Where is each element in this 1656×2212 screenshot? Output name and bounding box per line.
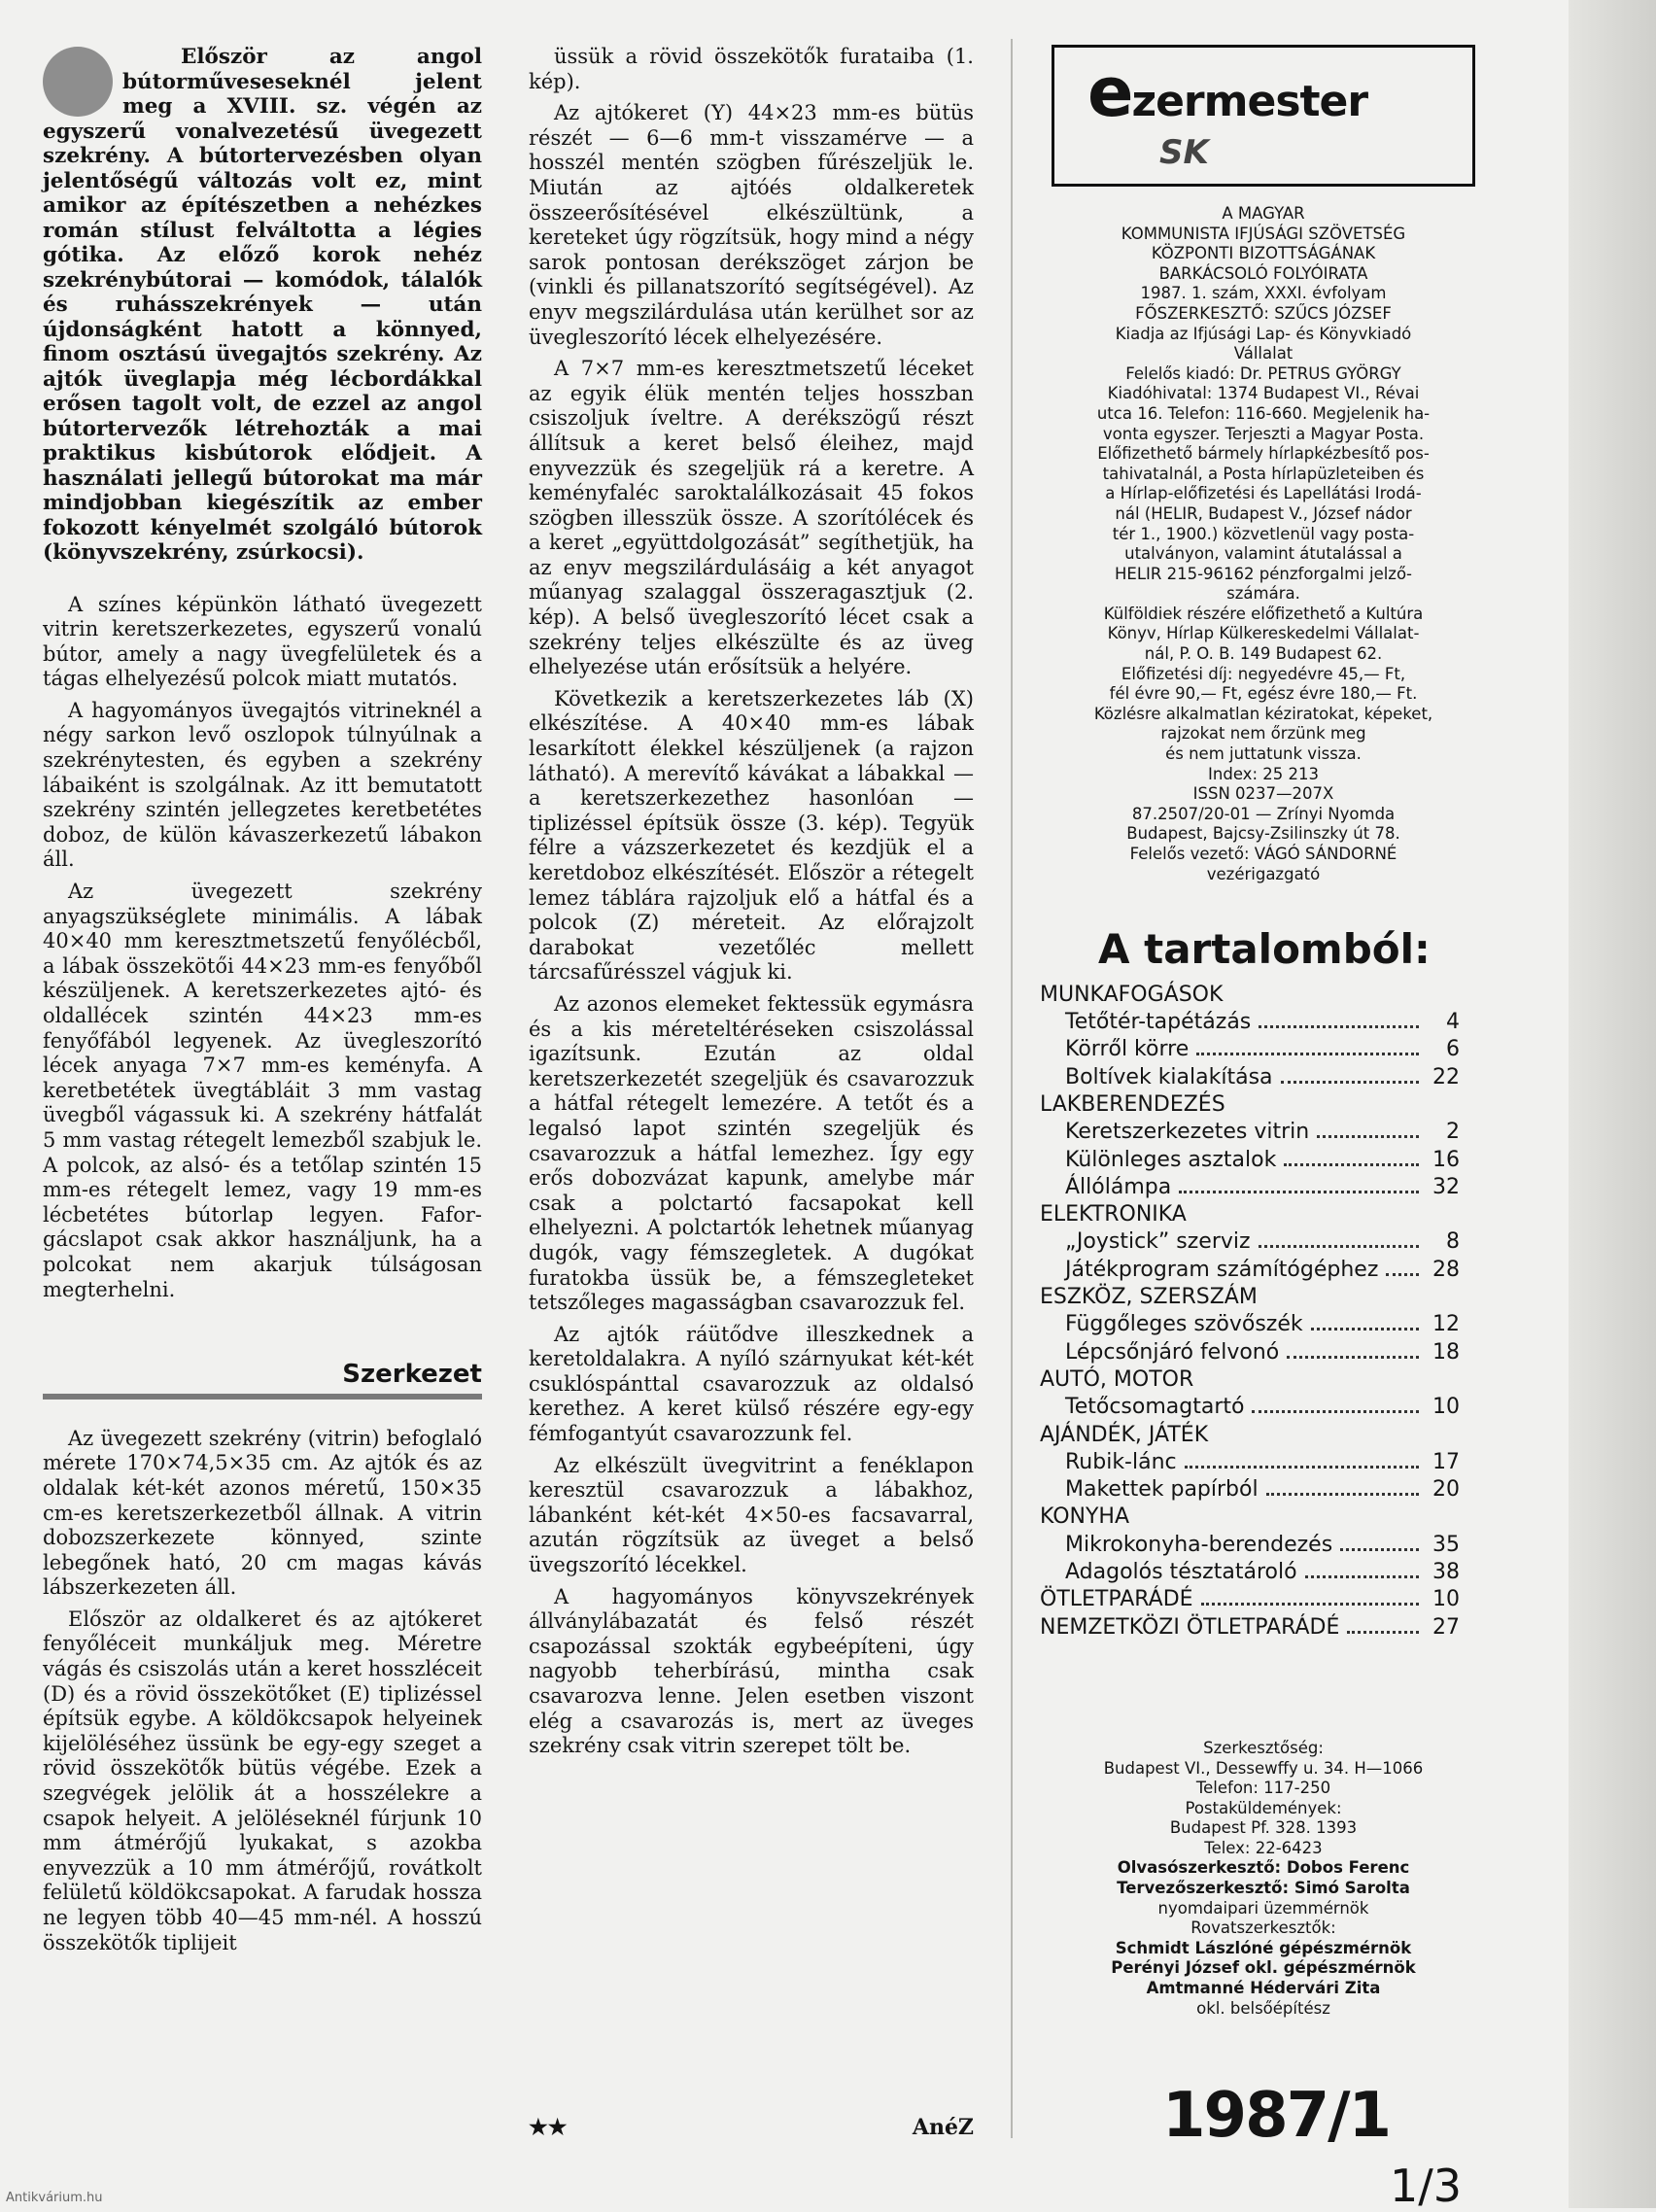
toc-category xyxy=(1040,1366,1460,1394)
toc-page: 35 xyxy=(1432,1532,1460,1557)
text-line: nál, P. O. B. 149 Budapest 62. xyxy=(1144,644,1383,664)
toc-page: 8 xyxy=(1446,1229,1460,1255)
text-line: Felelős vezető: VÁGÓ SÁNDORNÉ xyxy=(1129,845,1397,863)
watermark: Antikvárium.hu xyxy=(6,2191,103,2205)
paragraph: Az elkészült üvegvitrint a fenéklapon keresztül csavarozzuk a lábakhoz, lábanként két-két 4×50-es facsavarral, azután rögzítsük az üveget a belső üvegszorító lécekkel. xyxy=(529,1453,974,1577)
text-line: tahivatalnál, a Posta hírlapüzleteiben és xyxy=(1102,464,1425,483)
toc-item xyxy=(1040,1174,1460,1201)
toc-item xyxy=(1040,1311,1460,1338)
text-line: Postaküldemények: xyxy=(1185,1798,1342,1817)
toc-category-label: AJÁNDÉK, JÁTÉK xyxy=(1040,1422,1209,1447)
toc-category xyxy=(1040,1201,1460,1228)
impressum-block xyxy=(1040,204,1487,884)
toc-item xyxy=(1040,1147,1460,1174)
text-line: A MAGYAR xyxy=(1222,204,1305,223)
paragraph: Következik a keretszerkezetes láb (X) elkészítése. A 40×40 mm-es lábak lesarkított élekkel készüljenek (a rajzon látható). A merevítő kávákat a lábakkal — a keretszerkezethez hasonlóan — tiplizéssel építsük össze (3. kép). Tegyük félre a vázszerkezetet és kezdjük el a keretdoboz elkészítését. Először a rétegelt lemez táblára rajzoljuk elő a hátfal és a polcok (Z) méreteit. Az előrajzolt darabokat vezetőléc mellett tárcsafűrésszel vágjuk ki. xyxy=(529,686,974,985)
paragraph: Az ajtók ráütődve illeszkednek a keretoldalakra. A nyíló szárnyukat két-két csuklóspánttal csavarozzuk az oldalsó kerethez. A keret külső részére egy-egy fémfogantyút csavarozzunk fel. xyxy=(529,1322,974,1446)
intro-paragraph: Először az angol bútorműveseseknél jelent meg a XVIII. sz. végén az egyszerű vonalvezetésű üvegezett szekrény. A bútortervezésben olyan jelentőségű változás volt ez, mint amikor az építészetben a nehézkes román stílust felváltotta a légies gótika. Az előző korok nehéz szekrénybútorai — komódok, tálalók és ruhásszekrények — után újdonságként hatott a könnyed, finom osztású üvegajtós szekrény. Az ajtók üveglapja még lécbordákkal erősen tagolt volt, de ezzel az angol bútortervezők létrehozták a mai praktikus kisbútorok elődjeit. A használati jellegű bútorokat ma már mindjobban kiegészítik az ember fokozott kényelmét szolgáló bútorok (könyvszekrény, zsúrkocsi). xyxy=(43,45,482,565)
text-line: Előfizetési díj: negyedévre 45,— Ft, xyxy=(1121,664,1406,683)
toc-item xyxy=(1040,1476,1460,1503)
paragraph: Az ajtókeret (Y) 44×23 mm-es bütüs részét — 6—6 mm-t visszamérve — a hosszél mentén szögben fűrészeljük le. Miután az ajtóés oldalkeretek összeerősítésével elkészültünk, a kereteket úgy rögzítsük, hogy mind a négy sarok pontosan derékszöget zárjon be (vinkli és pillanatszorító segítségével). Az enyv megszilárdulása után kerülhet sor az üvegleszorító lécek elhelyezésére. xyxy=(529,101,974,349)
toc-leader xyxy=(1305,1575,1419,1578)
toc-item-label: Mikrokonyha-berendezés xyxy=(1065,1532,1333,1557)
editorial-contacts xyxy=(1040,1739,1487,2019)
sidebar-column xyxy=(1040,45,1487,2019)
text-line: Külföldiek részére előfizethető a Kultúra xyxy=(1103,604,1424,623)
masthead-logo xyxy=(1052,45,1475,187)
text-line: Budapest VI., Dessewffy u. 34. H—1066 xyxy=(1103,1758,1424,1778)
toc-item-label: Tetőcsomagtartó xyxy=(1065,1395,1245,1420)
text-line: okl. belsőépítész xyxy=(1196,1998,1330,2018)
toc-page: 16 xyxy=(1432,1147,1460,1172)
toc-page: 27 xyxy=(1432,1614,1460,1640)
paragraph: A hagyományos üvegajtós vitrineknél a négy sarkon levő oszlopok túlnyúlnak a szekrénytesten, és egyben a szekrény lábaiként is szolgálnak. Az itt bemutatott szekrény szintén jellegzetes keretbetétes doboz, de külön kávaszerkezetű lábakon áll. xyxy=(43,698,482,872)
toc-category xyxy=(1040,982,1460,1009)
toc-page: 2 xyxy=(1446,1120,1460,1145)
toc-category xyxy=(1040,1614,1460,1642)
toc-item xyxy=(1040,1559,1460,1586)
toc-leader xyxy=(1259,1245,1419,1248)
toc-category-label: MUNKAFOGÁSOK xyxy=(1040,982,1224,1007)
text-line: Schmidt Lászlóné gépészmérnök xyxy=(1115,1938,1412,1957)
text-line: Szerkesztőség: xyxy=(1203,1738,1324,1757)
toc-leader xyxy=(1196,1053,1419,1055)
toc-page: 28 xyxy=(1432,1257,1460,1282)
toc-leader xyxy=(1284,1163,1419,1166)
toc-title: A tartalomból: xyxy=(1098,925,1431,974)
toc-page: 12 xyxy=(1432,1312,1460,1337)
toc-category-label: ESZKÖZ, SZERSZÁM xyxy=(1040,1285,1258,1310)
toc-page: 10 xyxy=(1432,1395,1460,1420)
toc-item xyxy=(1040,1449,1460,1476)
stars-mark: ★★ xyxy=(529,2115,568,2140)
text-line: KOMMUNISTA IFJÚSÁGI SZÖVETSÉG xyxy=(1121,224,1406,243)
toc-leader xyxy=(1266,1493,1419,1496)
toc-page: 38 xyxy=(1432,1560,1460,1585)
toc-item xyxy=(1040,1228,1460,1256)
paragraph: Az üvegezett szekrény (vitrin) befoglaló mérete 170×74,5×35 cm. Az ajtók és az oldalak két-két azonos méretű, 150×35 cm-es keretszerkezetből állnak. A vitrin dobozszerkezete könnyed, szinte lebegőnek ható, 20 cm magas kávás lábszerkezeten áll. xyxy=(43,1426,482,1600)
text-line: nyomdaipari üzemmérnök xyxy=(1157,1898,1369,1918)
column-divider xyxy=(1011,39,1013,2138)
col2-paragraphs xyxy=(529,45,974,1759)
text-line: Olvasószerkesztő: Dobos Ferenc xyxy=(1117,1858,1410,1878)
text-line: Telefon: 117-250 xyxy=(1195,1779,1331,1798)
text-line: Tervezőszerkesztő: Simó Sarolta xyxy=(1117,1879,1410,1898)
text-line: Kiadóhivatal: 1374 Budapest VI., Révai xyxy=(1107,384,1420,403)
article-column-2 xyxy=(529,45,974,1759)
text-line: FŐSZERKESZTŐ: SZŰCS JÓZSEF xyxy=(1135,303,1392,323)
toc-leader xyxy=(1347,1631,1419,1634)
toc-page: 22 xyxy=(1432,1064,1460,1089)
toc-leader xyxy=(1281,1081,1419,1084)
toc-leader xyxy=(1252,1410,1419,1413)
toc-category xyxy=(1040,1284,1460,1311)
toc-item-label: Rubik-lánc xyxy=(1065,1449,1177,1474)
toc-category xyxy=(1040,1091,1460,1119)
toc-leader xyxy=(1340,1548,1419,1551)
paragraph: A színes képünkön látható üvegezett vitrin keretszerkezetes, egyszerű vonalú bútor, amely a nagy üvegfelületek és a tágas elhelyezésű polcok miatt mutatós. xyxy=(43,592,482,691)
text-line: HELIR 215-96162 pénzforgalmi jelző- xyxy=(1114,564,1413,583)
toc-leader xyxy=(1317,1135,1419,1138)
toc-item xyxy=(1040,1009,1460,1036)
text-line: vonta egyszer. Terjeszti a Magyar Posta. xyxy=(1102,424,1425,443)
toc-leader xyxy=(1185,1466,1419,1469)
toc-category-label: ELEKTRONIKA xyxy=(1040,1202,1187,1227)
toc-category xyxy=(1040,1503,1460,1531)
toc-item-label: Tetőtér-tapétázás xyxy=(1065,1010,1252,1035)
text-line: Könyv, Hírlap Külkereskedelmi Vállalat- xyxy=(1107,624,1420,643)
text-line: 87.2507/20-01 — Zrínyi Nyomda xyxy=(1131,804,1396,823)
toc-page: 20 xyxy=(1432,1477,1460,1503)
toc-item-label: Makettek papírból xyxy=(1065,1477,1259,1503)
toc-leader xyxy=(1201,1603,1419,1606)
toc-page: 4 xyxy=(1446,1010,1460,1035)
logo-e: e xyxy=(1087,52,1132,132)
text-line: Vállalat xyxy=(1233,344,1294,363)
text-line: ISSN 0237—207X xyxy=(1192,784,1334,804)
toc-item-label: Adagolós tésztatároló xyxy=(1065,1560,1297,1585)
toc-category xyxy=(1040,1586,1460,1613)
paragraph: A hagyományos könyvszekrények állványlábazatát és felső részét csapozással szokták egybeépíteni, úgy nagyobb teherbírású, mintha csak csavarozva lenne. Jelen esetben viszont elég a csavarozás is, mert az üveges szekrény csak vitrin szerepet tölt be. xyxy=(529,1584,974,1758)
author-initials: AnéZ xyxy=(912,2115,974,2140)
article-signature xyxy=(529,2115,974,2140)
paragraph: A 7×7 mm-es keresztmetszetű léceket az egyik élük mentén teljes hosszban csiszoljuk íveltre. A derékszögű részt állítsuk a keret belső éleihez, majd enyvezzük és szegeljük rá a keretre. A keményfaléc saroktalálkozásait 45 fokos szögben illesszük össze. A szorítólécek és a keret „együttdolgozását” segíthetjük, ha az enyv megszilárdulásáig a két anyagot műanyag szalaggal összeragasztjuk (2. kép). A belső üvegleszorító lécet csak a szekrény teljes elkészülte és az üveg elhelyezése után erősítsük a helyére. xyxy=(529,357,974,679)
text-line: utalványon, valamint átutalással a xyxy=(1124,544,1402,564)
toc-item-label: Állólámpa xyxy=(1065,1174,1172,1199)
toc-item-label: Boltívek kialakítása xyxy=(1065,1064,1273,1089)
text-line: BARKÁCSOLÓ FOLYÓIRATA xyxy=(1158,263,1368,283)
col1-after-paragraphs xyxy=(43,1427,482,1955)
page-edge-shadow xyxy=(1569,0,1656,2208)
article-column-1 xyxy=(43,45,482,1955)
col1-paragraphs xyxy=(43,593,482,1303)
toc-category-label: ÖTLETPARÁDÉ xyxy=(1040,1587,1193,1612)
paragraph: Az azonos elemeket fektessük egymásra és a kis méreteltéréseken csiszolással igazítsunk. Ezután az oldal keretszerkezetét szegeljük és csavarozzuk a hátfal rétegelt lemezére. A tetőt és a legalsó lapot szintén szegeljük és csavarozzuk a hátfal lemezhez. Így egy erős dobozvázat kapunk, amelybe már csak a polctartó facsapokat kell elhelyezni. A polctartók lehetnek műanyag dugók, vagy fémszegletek. A dugókat furatokba üssük be, a fémszegleteket tetszőleges magasságban csavarozzuk fel. xyxy=(529,991,974,1315)
toc-leader xyxy=(1287,1356,1419,1359)
toc-category-label: AUTÓ, MOTOR xyxy=(1040,1366,1194,1392)
text-line: számára. xyxy=(1226,584,1300,604)
toc-item xyxy=(1040,1036,1460,1063)
text-line: Rovatszerkesztők: xyxy=(1190,1918,1336,1938)
toc-category xyxy=(1040,1422,1460,1449)
logo-rest: zermester xyxy=(1131,77,1368,126)
logo-sk-mark: SK xyxy=(1159,133,1209,172)
text-line: Index: 25 213 xyxy=(1208,764,1319,783)
article-intro xyxy=(43,45,482,566)
text-line: nál (HELIR, Budapest V., József nádor xyxy=(1115,503,1412,523)
toc-item xyxy=(1040,1339,1460,1366)
toc-item-label: „Joystick” szerviz xyxy=(1065,1229,1251,1255)
toc-leader xyxy=(1179,1191,1419,1193)
toc-item-label: Körről körre xyxy=(1065,1037,1190,1062)
text-line: a Hírlap-előfizetési és Lapellátási Irodá- xyxy=(1105,484,1422,503)
text-line: Budapest, Bajcsy-Zsilinszky út 78. xyxy=(1126,824,1400,844)
toc-page: 17 xyxy=(1432,1449,1460,1474)
toc-page: 32 xyxy=(1432,1174,1460,1199)
decorative-dot xyxy=(43,47,113,117)
text-line: Telex: 22-6423 xyxy=(1204,1838,1323,1857)
toc-item-label: Függőleges szövőszék xyxy=(1065,1312,1303,1337)
toc-item-label: Lépcsőnjáró felvonó xyxy=(1065,1339,1280,1365)
toc-leader xyxy=(1311,1328,1419,1331)
text-line: Közlésre alkalmatlan kéziratokat, képeket, xyxy=(1093,704,1433,723)
text-line: Kiadja az Ifjúsági Lap- és Könyvkiadó xyxy=(1115,324,1412,343)
toc-item-label: Keretszerkezetes vitrin xyxy=(1065,1120,1310,1145)
toc-item xyxy=(1040,1064,1460,1091)
toc-item-label: Különleges asztalok xyxy=(1065,1147,1277,1172)
text-line: Budapest Pf. 328. 1393 xyxy=(1169,1818,1358,1838)
text-line: és nem juttatunk vissza. xyxy=(1165,744,1362,764)
table-of-contents xyxy=(1040,982,1460,1642)
text-line: vezérigazgató xyxy=(1206,864,1321,883)
text-line: fél évre 90,— Ft, egész évre 180,— Ft. xyxy=(1109,684,1418,704)
paragraph: Az üvegezett szekrény anyagszükséglete minimális. A lábak 40×40 mm keresztmetszetű fenyőlécből, a lábak összekötői 44×23 mm-es fenyőből készüljenek. A keretszerkezetes ajtó- és oldallécek szintén 44×23 mm-es fenyőfából legyenek. Az üvegleszorító lécek anyaga 7×7 mm-es keményfa. A keretbetétek üvegtábláit 3 mm vastag üvegből vágassuk ki. A szekrény hátfalát 5 mm vastag rétegelt lemezből szabjuk le. A polcok, az alsó- és a tetőlap szintén 15 mm-es rétegelt lemez, vagy 19 mm-es lécbetétes bútorlap legyen. Faforgácslapot csak akkor használjunk, ha a polcokat nem akarjuk túlságosan megterhelni. xyxy=(43,880,482,1301)
section-rule xyxy=(43,1394,482,1400)
text-line: tér 1., 1900.) közvetlenül vagy posta- xyxy=(1112,524,1415,543)
toc-item xyxy=(1040,1119,1460,1146)
text-line: 1987. 1. szám, XXXI. évfolyam xyxy=(1140,284,1387,303)
issue-number-stamp: 1987/1 xyxy=(1162,2080,1391,2152)
toc-item-label: Játékprogram számítógéphez xyxy=(1065,1257,1379,1282)
text-line: Perényi József okl. gépészmérnök xyxy=(1111,1958,1416,1978)
text-line: KÖZPONTI BIZOTTSÁGÁNAK xyxy=(1151,244,1376,263)
paragraph: üssük a rövid összekötők furataiba (1. kép). xyxy=(529,45,974,93)
toc-item xyxy=(1040,1532,1460,1559)
toc-page: 10 xyxy=(1432,1587,1460,1612)
toc-page: 18 xyxy=(1432,1339,1460,1365)
logo-wordmark xyxy=(1087,52,1368,172)
toc-leader xyxy=(1259,1025,1419,1028)
text-line: utca 16. Telefon: 116-660. Megjelenik ha- xyxy=(1096,403,1431,423)
text-line: Felelős kiadó: Dr. PETRUS GYÖRGY xyxy=(1125,363,1401,383)
page-number: 1/3 xyxy=(1390,2160,1463,2212)
toc-category-label: KONYHA xyxy=(1040,1504,1130,1530)
text-line: Előfizethető bármely hírlapkézbesítő pos- xyxy=(1097,444,1430,464)
toc-category-label: LAKBERENDEZÉS xyxy=(1040,1091,1225,1117)
toc-page: 6 xyxy=(1446,1037,1460,1062)
paragraph: Először az oldalkeret és az ajtókeret fenyőléceit munkáljuk meg. Méretre vágás és csiszolás után a keret hosszléceit (D) és a rövid összekötőket (E) tiplizéssel építsük egybe. A köldökcsapok helyeinek kijelöléséhez üssünk be egy-egy szeget a rövid összekötők bütüs végébe. Ezek a szegvégek jelölik át a hosszélekre a csapok helyeit. A jelöléseknél fúrjunk 10 mm átmérőjű lyukakat, s azokba enyvezzük a 10 mm átmérőjű, rovátkolt felületű köldökcsapokat. A farudak hossza ne legyen több 40—45 mm-nél. A hosszú összekötők tiplijeit xyxy=(43,1607,482,1954)
text-line: Amtmanné Hédervári Zita xyxy=(1146,1979,1381,1998)
toc-category-label: NEMZETKÖZI ÖTLETPARÁDÉ xyxy=(1040,1614,1340,1640)
text-line: rajzokat nem őrzünk meg xyxy=(1160,724,1366,743)
toc-item xyxy=(1040,1394,1460,1421)
toc-leader xyxy=(1386,1273,1419,1276)
toc-item xyxy=(1040,1257,1460,1284)
section-title: Szerkezet xyxy=(342,1360,482,1390)
